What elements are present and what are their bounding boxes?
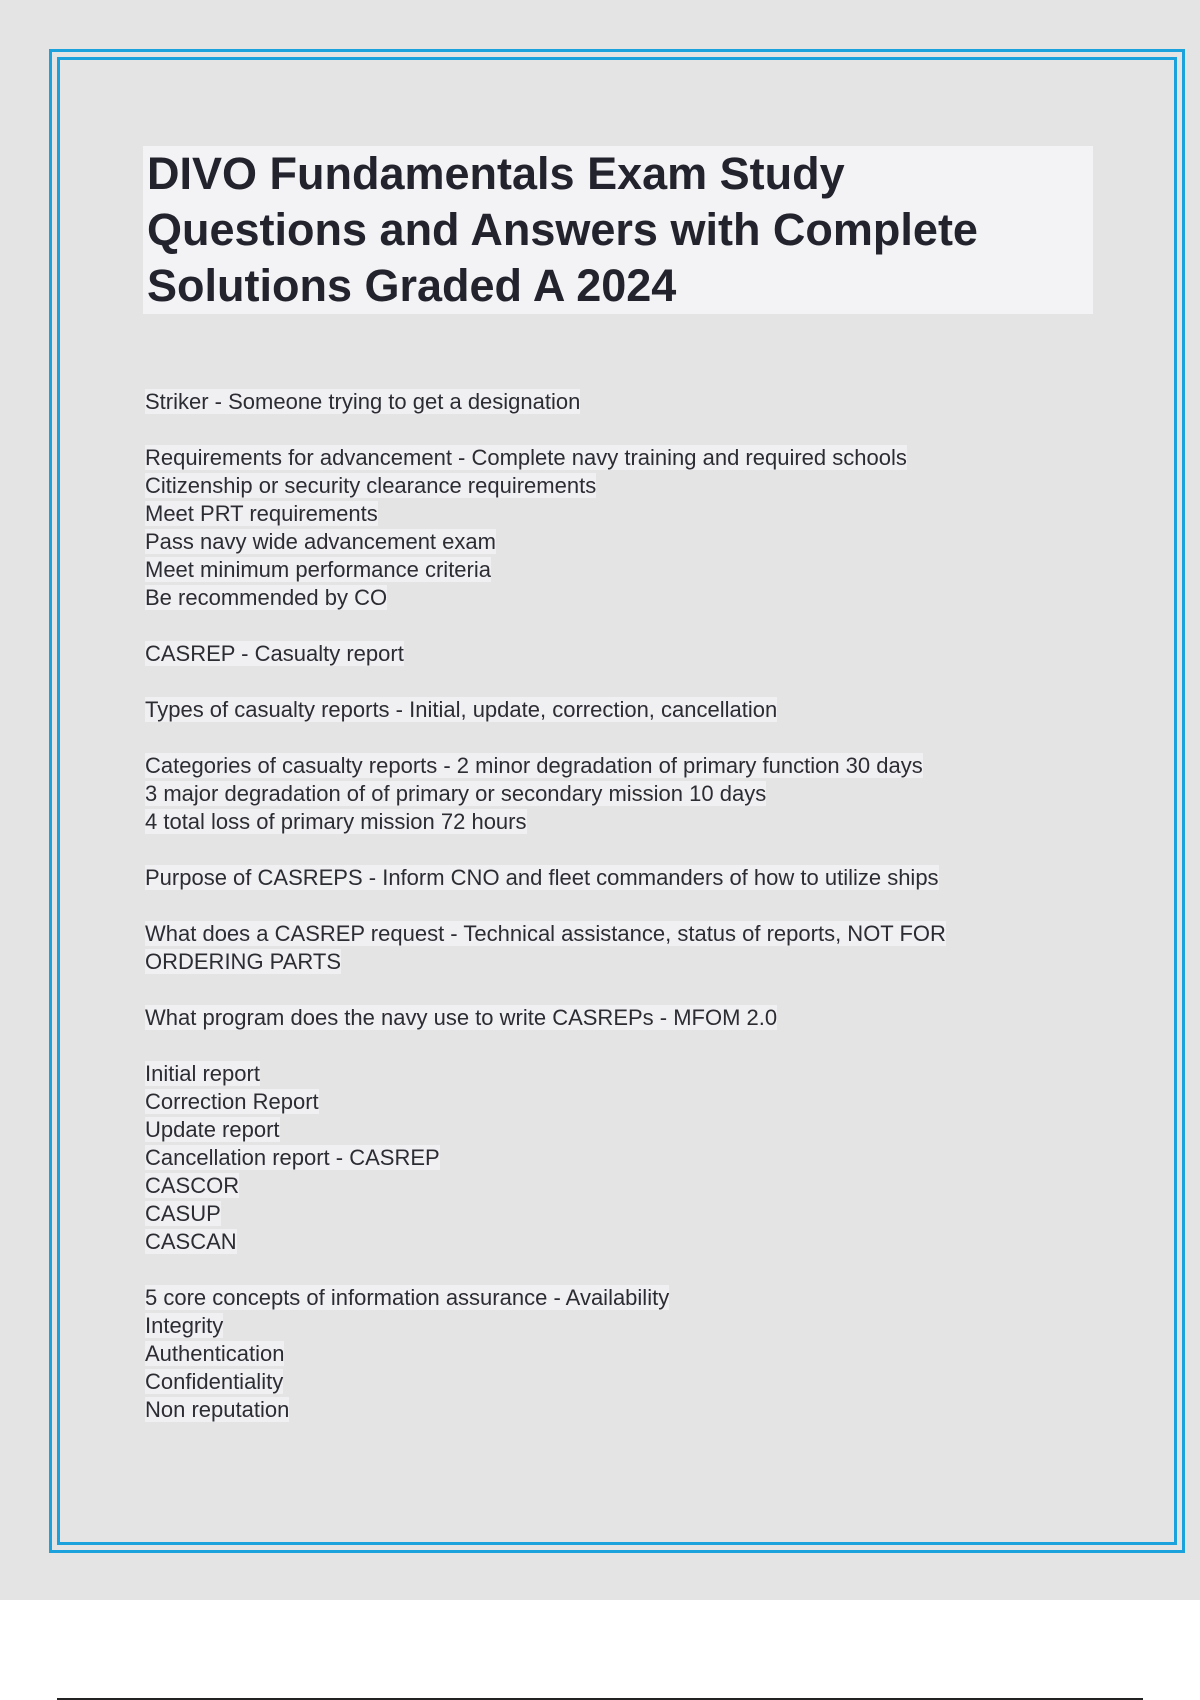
qa-line-text: What does a CASREP request - Technical assistance, status of reports, NOT FOR <box>145 921 946 946</box>
qa-line <box>145 864 1095 892</box>
qa-line <box>145 584 1095 612</box>
qa-line <box>145 1004 1095 1032</box>
qa-line <box>145 752 1095 780</box>
qa-item <box>145 640 1095 668</box>
qa-line-text: Types of casualty reports - Initial, update, correction, cancellation <box>145 697 778 722</box>
qa-line-text: Authentication <box>145 1341 285 1366</box>
qa-line-text: 4 total loss of primary mission 72 hours <box>145 809 527 834</box>
qa-line <box>145 1172 1095 1200</box>
qa-line <box>145 1144 1095 1172</box>
qa-line <box>145 780 1095 808</box>
qa-line <box>145 1284 1095 1312</box>
qa-line <box>145 948 1095 976</box>
qa-item <box>145 1284 1095 1424</box>
qa-line <box>145 444 1095 472</box>
qa-line <box>145 1060 1095 1088</box>
qa-line <box>145 556 1095 584</box>
qa-line-text: Pass navy wide advancement exam <box>145 529 496 554</box>
qa-line-text: Meet minimum performance criteria <box>145 557 491 582</box>
qa-item <box>145 444 1095 612</box>
qa-line <box>145 1228 1095 1256</box>
qa-line-text: What program does the navy use to write CASREPs - MFOM 2.0 <box>145 1005 778 1030</box>
qa-line <box>145 640 1095 668</box>
qa-line <box>145 500 1095 528</box>
title-block <box>143 146 1093 314</box>
qa-line <box>145 1116 1095 1144</box>
qa-line-text: 5 core concepts of information assurance - Availability <box>145 1285 670 1310</box>
qa-line-text: CASUP <box>145 1201 221 1226</box>
document-title: DIVO Fundamentals Exam Study Questions and Answers with Complete Solutions Graded A 2024 <box>147 148 978 311</box>
qa-line-text: Integrity <box>145 1313 224 1338</box>
qa-item <box>145 752 1095 836</box>
qa-line-text: Correction Report <box>145 1089 319 1114</box>
qa-line <box>145 388 1095 416</box>
qa-line-text: Purpose of CASREPS - Inform CNO and fleet commanders of how to utilize ships <box>145 865 939 890</box>
qa-item <box>145 1060 1095 1256</box>
qa-item <box>145 920 1095 976</box>
qa-line-text: Confidentiality <box>145 1369 284 1394</box>
qa-item <box>145 696 1095 724</box>
qa-line-text: Requirements for advancement - Complete navy training and required schools <box>145 445 907 470</box>
qa-line-text: Striker - Someone trying to get a designation <box>145 389 581 414</box>
qa-line <box>145 1396 1095 1424</box>
qa-line <box>145 1340 1095 1368</box>
qa-line-text: ORDERING PARTS <box>145 949 341 974</box>
qa-line <box>145 1368 1095 1396</box>
qa-item <box>145 864 1095 892</box>
qa-line <box>145 528 1095 556</box>
qa-line-text: 3 major degradation of of primary or secondary mission 10 days <box>145 781 767 806</box>
qa-line <box>145 808 1095 836</box>
qa-line-text: Citizenship or security clearance requirements <box>145 473 597 498</box>
qa-line <box>145 1312 1095 1340</box>
qa-line-text: Be recommended by CO <box>145 585 388 610</box>
qa-line-text: CASREP - Casualty report <box>145 641 404 666</box>
qa-line <box>145 1200 1095 1228</box>
qa-line-text: Cancellation report - CASREP <box>145 1145 440 1170</box>
qa-line-text: Initial report <box>145 1061 260 1086</box>
qa-line-text: Update report <box>145 1117 280 1142</box>
qa-line-text: CASCAN <box>145 1229 237 1254</box>
qa-list <box>145 388 1095 1452</box>
qa-line-text: Meet PRT requirements <box>145 501 378 526</box>
qa-line <box>145 920 1095 948</box>
qa-line <box>145 472 1095 500</box>
qa-line <box>145 1088 1095 1116</box>
qa-line-text: Categories of casualty reports - 2 minor degradation of primary function 30 days <box>145 753 923 778</box>
qa-item <box>145 388 1095 416</box>
qa-item <box>145 1004 1095 1032</box>
qa-line <box>145 696 1095 724</box>
qa-line-text: Non reputation <box>145 1397 290 1422</box>
qa-line-text: CASCOR <box>145 1173 240 1198</box>
